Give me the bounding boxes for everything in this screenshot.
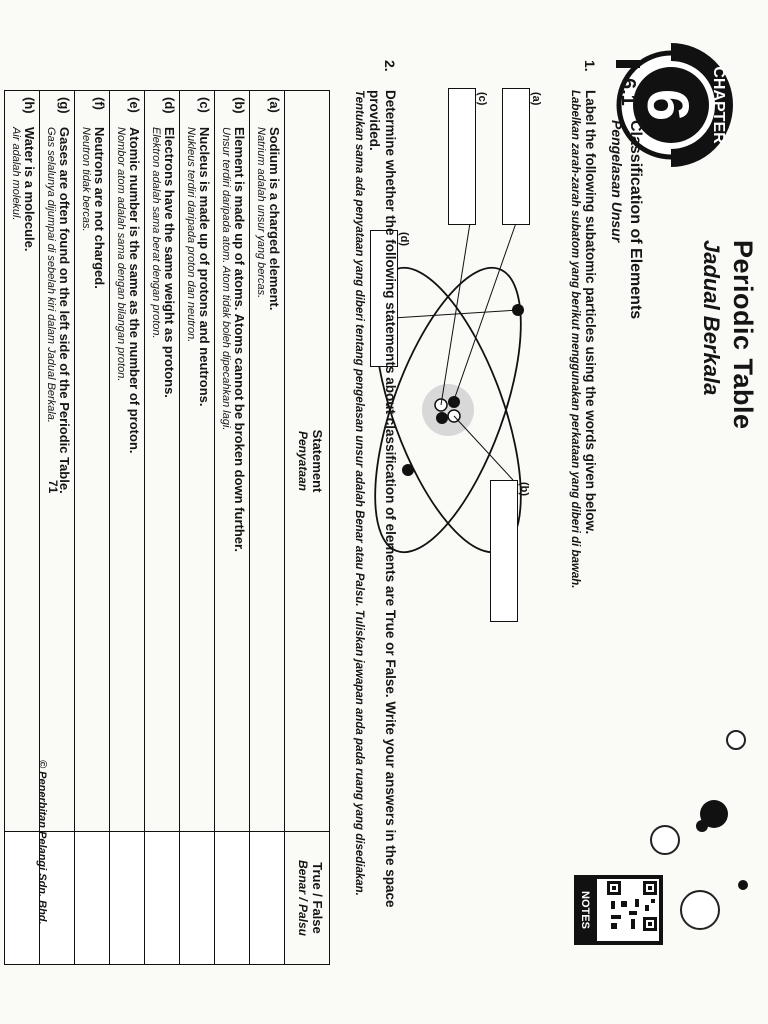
statement-text-malay: Elektron adalah sama berat dengan proton. [150,127,162,339]
question-text-malay: Tentukan sama ada penyataan yang diberi tentang pengelasan unsur adalah Benar atau Palsu. Tuliskan jawapan anda pada ruang yang disediakan. [353,90,365,896]
label-d: (d) [398,232,410,247]
table-row [110,91,145,965]
statement-cell [180,91,215,832]
question-text: Determine whether the following statements about classification of elements are True or False. Write your answers in the space provided. [367,90,398,908]
statement-text: Element is made up of atoms. Atoms cannot be broken down further. [232,127,247,552]
statement-text: Neutrons are not charged. [92,127,107,289]
decorative-circle [726,730,746,750]
label-box-b[interactable] [490,480,518,622]
row-letter: (d) [162,97,177,114]
question-number: 1. [582,60,598,72]
label-c: (c) [476,92,488,106]
statement-cell [215,91,250,832]
statement-body [149,127,177,747]
decorative-circle [738,880,748,890]
chapter-title-malay: Jadual Berkala [699,240,724,396]
question-1 [568,60,598,620]
statement-body [114,127,142,747]
statement-text: Nucleus is made up of protons and neutrons. [197,127,212,407]
table-row [145,91,180,965]
decorative-circle [680,890,720,930]
statement-body [9,127,37,747]
table-row [75,91,110,965]
statement-cell [5,91,40,832]
decorative-circle [696,820,708,832]
statement-header [285,91,330,832]
statement-body [254,127,282,747]
statement-text: Electrons have the same weight as protons. [162,127,177,398]
question-2 [352,60,398,965]
statement-cell [75,91,110,832]
chapter-label: CHAPTER [710,66,727,144]
page-number: 71 [46,480,60,494]
statement-cell [145,91,180,832]
row-letter: (f) [92,97,107,110]
statement-cell [40,91,75,832]
answer-cell[interactable] [145,832,180,965]
statement-header-label-malay: Penyataan [296,430,310,492]
row-letter: (g) [57,97,72,114]
answer-cell[interactable] [250,832,285,965]
notes-tag: NOTES [574,875,596,945]
label-box-c[interactable] [448,88,476,225]
chapter-number: 6 [635,88,700,122]
question-number: 2. [382,60,398,72]
statement-cell [250,91,285,832]
statement-table [4,90,330,965]
statement-body [79,127,107,747]
chapter-title: Periodic Table [728,240,758,430]
statement-text: Water is a molecule. [22,127,37,252]
answer-cell[interactable] [215,832,250,965]
statement-text: Gases are often found on the left side of the Periodic Table. [57,127,72,494]
question-text: Label the following subatomic particles using the words given below. [583,90,598,535]
label-b: (b) [518,482,530,497]
statement-text-malay: Neutron tidak bercas. [80,127,92,232]
section-title-malay: Pengelasan Unsur [609,120,625,243]
question-text-malay: Labelkan zarah-zarah subatom yang berikut menggunakan perkataan yang diberi di bawah. [569,90,581,589]
statement-body [184,127,212,747]
statement-text-malay: Nombor atom adalah sama dengan bilangan proton. [115,127,127,382]
table-row [215,91,250,965]
table-row [180,91,215,965]
answer-header [285,832,330,965]
answer-header-label-malay: Benar / Palsu [296,859,310,937]
statement-text-malay: Nukleus terdiri daripada proton dan neutron. [185,127,197,343]
answer-header-label: True / False [310,862,325,934]
statement-body [44,127,72,747]
table-header-row [285,91,330,965]
statement-body [219,127,247,747]
answer-cell[interactable] [110,832,145,965]
statement-text: Sodium is a charged element. [267,127,282,311]
table-row [5,91,40,965]
label-box-a[interactable] [502,88,530,225]
decorative-circle [650,825,680,855]
qr-code[interactable] [593,875,663,945]
statement-text-malay: Unsur terdiri daripada atom. Atom tidak boleh dipecahkan lagi. [220,127,232,431]
row-letter: (h) [22,97,37,114]
row-letter: (a) [267,97,282,113]
answer-cell[interactable] [75,832,110,965]
table-row [250,91,285,965]
qr-code-icon [605,879,659,933]
statement-text-malay: Gas selalunya dijumpai di sebelah kiri dalam Jadual Berkala. [45,127,57,423]
section-number: 6.1 [616,60,640,106]
row-letter: (b) [232,97,247,114]
statement-header-label: Statement [310,429,325,493]
copyright-notice: © Penerbitan Pelangi Sdn. Bhd. [36,760,48,925]
label-a: (a) [530,92,542,106]
statement-text-malay: Air adalah molekul. [10,127,22,221]
statement-text-malay: Natrium adalah unsur yang bercas. [255,127,267,299]
section-title: Classification of Elements [627,120,644,320]
row-letter: (e) [127,97,142,113]
statement-cell [110,91,145,832]
answer-cell[interactable] [5,832,40,965]
statement-text: Atomic number is the same as the number of proton. [127,127,142,454]
answer-cell[interactable] [180,832,215,965]
row-letter: (c) [197,97,212,113]
